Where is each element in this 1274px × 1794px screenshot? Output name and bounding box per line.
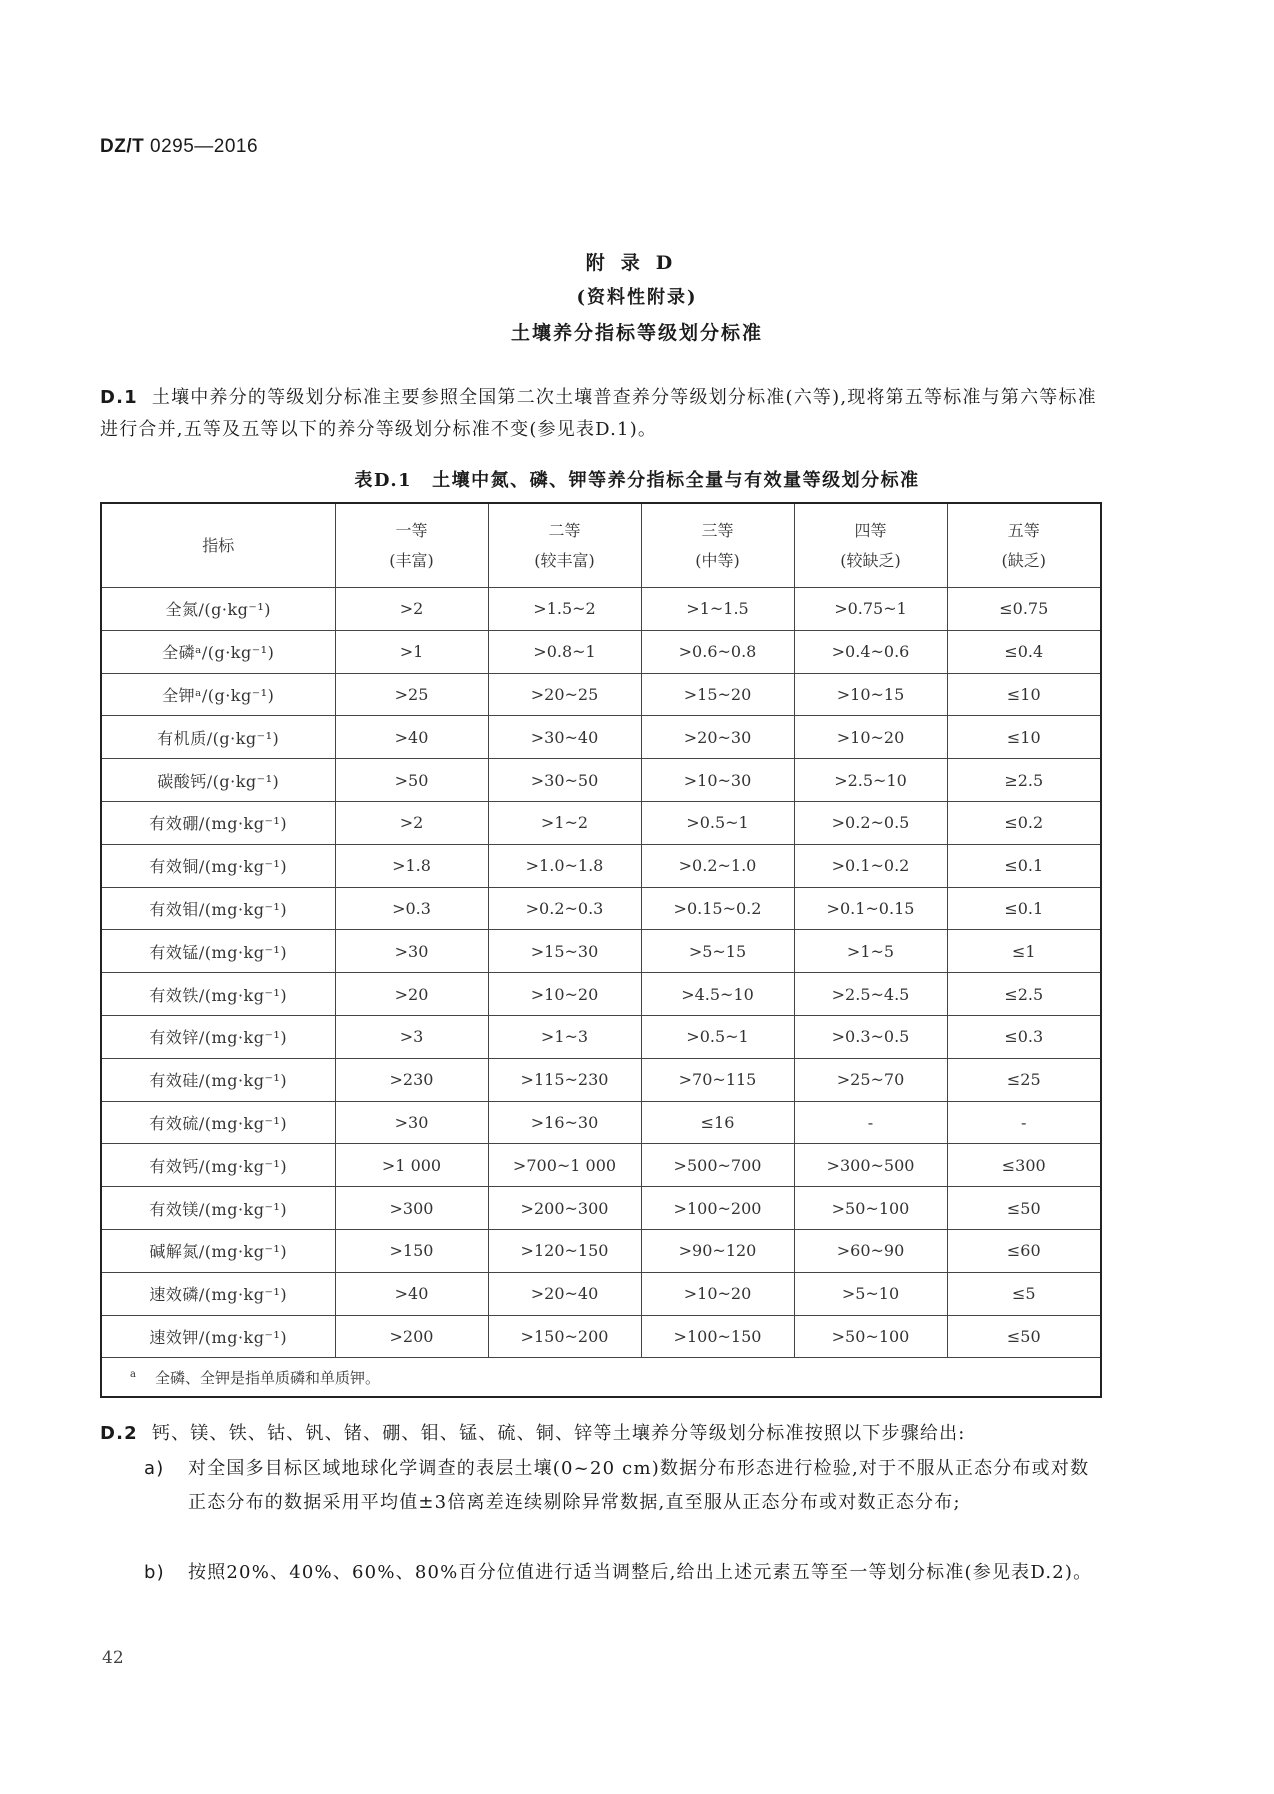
grade-value-cell: >1~5 — [794, 930, 947, 973]
row-index-cell: 碱解氮/(mg·kg⁻¹) — [101, 1229, 335, 1272]
grade-value-cell: >0.1~0.15 — [794, 887, 947, 930]
section-d2 — [100, 1418, 1100, 1450]
grade-value-cell: ≤0.2 — [947, 801, 1101, 844]
grade-value-cell: ≤0.75 — [947, 588, 1101, 631]
list-item-text: 对全国多目标区域地球化学调查的表层土壤(0~20 cm)数据分布形态进行检验,对于不服从正态分布或对数正态分布的数据采用平均值±3倍离差连续剔除异常数据,直至服从正态分布或对数正态分布; — [188, 1458, 1090, 1513]
table-caption-number: 表D.1 — [354, 470, 413, 491]
grade-value-cell: >16~30 — [488, 1101, 641, 1144]
page-number: 42 — [102, 1648, 124, 1668]
grade-value-cell: ≤0.4 — [947, 630, 1101, 673]
row-index-cell: 碳酸钙/(g·kg⁻¹) — [101, 759, 335, 802]
grade-value-cell: >0.3~0.5 — [794, 1015, 947, 1058]
grade-value-cell: >200 — [335, 1315, 488, 1358]
grade-value-cell: >1.8 — [335, 844, 488, 887]
list-item-mark: a) — [144, 1458, 165, 1479]
table-row — [101, 1015, 1101, 1058]
table-row — [101, 1101, 1101, 1144]
row-index-cell: 有效铜/(mg·kg⁻¹) — [101, 844, 335, 887]
grade-value-cell: >3 — [335, 1015, 488, 1058]
header-grade: 四等 (较缺乏) — [794, 503, 947, 588]
footnote-text: 全磷、全钾是指单质磷和单质钾。 — [155, 1368, 381, 1387]
grade-value-cell: >0.2~1.0 — [641, 844, 794, 887]
grade-value-cell: >0.15~0.2 — [641, 887, 794, 930]
grade-value-cell: >150 — [335, 1229, 488, 1272]
grade-value-cell: >30 — [335, 930, 488, 973]
grade-value-cell: >2 — [335, 801, 488, 844]
grade-value-cell: ≤2.5 — [947, 973, 1101, 1016]
grade-value-cell: ≥2.5 — [947, 759, 1101, 802]
row-index-cell: 有效钼/(mg·kg⁻¹) — [101, 887, 335, 930]
table-footnote-row — [101, 1358, 1101, 1398]
grade-value-cell: >115~230 — [488, 1058, 641, 1101]
list-item-mark: b) — [144, 1562, 165, 1583]
table-row — [101, 1058, 1101, 1101]
grade-value-cell: >120~150 — [488, 1229, 641, 1272]
grade-value-cell: >4.5~10 — [641, 973, 794, 1016]
grade-value-cell: >2.5~4.5 — [794, 973, 947, 1016]
list-item — [144, 1452, 1104, 1520]
grade-value-cell: >150~200 — [488, 1315, 641, 1358]
nutrient-grade-table — [100, 502, 1102, 1398]
table-footnote — [101, 1358, 1101, 1398]
grade-value-cell: ≤16 — [641, 1101, 794, 1144]
row-index-cell: 全钾ᵃ/(g·kg⁻¹) — [101, 673, 335, 716]
header-grade: 一等 (丰富) — [335, 503, 488, 588]
table-caption-title: 土壤中氮、磷、钾等养分指标全量与有效量等级划分标准 — [432, 470, 920, 491]
grade-value-cell: >0.5~1 — [641, 801, 794, 844]
table-row — [101, 1229, 1101, 1272]
grade-value-cell: ≤25 — [947, 1058, 1101, 1101]
grade-value-cell: >100~200 — [641, 1187, 794, 1230]
annex-type: (资料性附录) — [576, 287, 698, 308]
grade-value-cell: >0.8~1 — [488, 630, 641, 673]
grade-value-cell: >300~500 — [794, 1144, 947, 1187]
grade-value-cell: >0.5~1 — [641, 1015, 794, 1058]
standard-code — [100, 136, 258, 158]
grade-value-cell: >230 — [335, 1058, 488, 1101]
row-index-cell: 有效硅/(mg·kg⁻¹) — [101, 1058, 335, 1101]
row-index-cell: 有效硼/(mg·kg⁻¹) — [101, 801, 335, 844]
grade-value-cell: >30 — [335, 1101, 488, 1144]
grade-value-cell: >20~30 — [641, 716, 794, 759]
grade-value-cell: >10~20 — [794, 716, 947, 759]
grade-value-cell: >30~50 — [488, 759, 641, 802]
annex-heading: 土壤养分指标等级划分标准 — [510, 322, 763, 344]
grade-value-cell: >50~100 — [794, 1187, 947, 1230]
grade-value-cell: >10~30 — [641, 759, 794, 802]
grade-value-cell: >1.0~1.8 — [488, 844, 641, 887]
grade-value-cell: >0.75~1 — [794, 588, 947, 631]
table-caption — [0, 466, 1274, 492]
table-row — [101, 588, 1101, 631]
header-grade: 五等 (缺乏) — [947, 503, 1101, 588]
grade-value-cell: >1 — [335, 630, 488, 673]
grade-value-cell: ≤60 — [947, 1229, 1101, 1272]
table-row — [101, 1272, 1101, 1315]
grade-value-cell: >50~100 — [794, 1315, 947, 1358]
table-row — [101, 1315, 1101, 1358]
grade-value-cell: >1.5~2 — [488, 588, 641, 631]
footnote-mark: a — [130, 1368, 136, 1380]
standard-code-number: 0295—2016 — [150, 136, 259, 157]
standard-code-prefix: DZ/T — [100, 136, 145, 157]
grade-value-cell: >20~40 — [488, 1272, 641, 1315]
header-grade: 二等 (较丰富) — [488, 503, 641, 588]
header-grade: 三等 (中等) — [641, 503, 794, 588]
row-index-cell: 有机质/(g·kg⁻¹) — [101, 716, 335, 759]
section-d1-number: D.1 — [100, 387, 138, 408]
row-index-cell: 全氮/(g·kg⁻¹) — [101, 588, 335, 631]
list-item — [144, 1556, 1104, 1590]
section-d2-text: 钙、镁、铁、钴、钒、锗、硼、钼、锰、硫、铜、锌等土壤养分等级划分标准按照以下步骤给出: — [151, 1423, 966, 1444]
grade-value-cell: >90~120 — [641, 1229, 794, 1272]
grade-value-cell: >40 — [335, 1272, 488, 1315]
grade-value-cell: >0.4~0.6 — [794, 630, 947, 673]
row-index-cell: 速效磷/(mg·kg⁻¹) — [101, 1272, 335, 1315]
table-row — [101, 973, 1101, 1016]
header-index: 指标 — [101, 503, 335, 588]
row-index-cell: 有效锰/(mg·kg⁻¹) — [101, 930, 335, 973]
grade-value-cell: >15~30 — [488, 930, 641, 973]
row-index-cell: 速效钾/(mg·kg⁻¹) — [101, 1315, 335, 1358]
table-header-row — [101, 503, 1101, 588]
grade-value-cell: >1 000 — [335, 1144, 488, 1187]
grade-value-cell: >0.2~0.3 — [488, 887, 641, 930]
table-row — [101, 801, 1101, 844]
grade-value-cell: ≤50 — [947, 1315, 1101, 1358]
grade-value-cell: >15~20 — [641, 673, 794, 716]
grade-value-cell: >25~70 — [794, 1058, 947, 1101]
grade-value-cell: >10~20 — [641, 1272, 794, 1315]
table-row — [101, 716, 1101, 759]
grade-value-cell: >300 — [335, 1187, 488, 1230]
table-row — [101, 1187, 1101, 1230]
grade-value-cell: >70~115 — [641, 1058, 794, 1101]
grade-value-cell: >10~20 — [488, 973, 641, 1016]
grade-value-cell: >5~10 — [794, 1272, 947, 1315]
grade-value-cell: ≤5 — [947, 1272, 1101, 1315]
grade-value-cell: >2 — [335, 588, 488, 631]
grade-value-cell: >500~700 — [641, 1144, 794, 1187]
table-row — [101, 630, 1101, 673]
section-d2-number: D.2 — [100, 1423, 138, 1444]
annex-title: 附录D — [585, 252, 689, 274]
grade-value-cell: ≤1 — [947, 930, 1101, 973]
grade-value-cell: >20~25 — [488, 673, 641, 716]
grade-value-cell: ≤10 — [947, 673, 1101, 716]
row-index-cell: 有效锌/(mg·kg⁻¹) — [101, 1015, 335, 1058]
grade-value-cell: >1~2 — [488, 801, 641, 844]
grade-value-cell: >0.1~0.2 — [794, 844, 947, 887]
row-index-cell: 有效铁/(mg·kg⁻¹) — [101, 973, 335, 1016]
grade-value-cell: >60~90 — [794, 1229, 947, 1272]
grade-value-cell: >20 — [335, 973, 488, 1016]
table-row — [101, 673, 1101, 716]
grade-value-cell: ≤0.1 — [947, 844, 1101, 887]
grade-value-cell: >0.6~0.8 — [641, 630, 794, 673]
table-row — [101, 759, 1101, 802]
grade-value-cell: >0.3 — [335, 887, 488, 930]
grade-value-cell: >1~1.5 — [641, 588, 794, 631]
row-index-cell: 全磷ᵃ/(g·kg⁻¹) — [101, 630, 335, 673]
section-d1 — [100, 382, 1100, 446]
grade-value-cell: ≤0.3 — [947, 1015, 1101, 1058]
row-index-cell: 有效镁/(mg·kg⁻¹) — [101, 1187, 335, 1230]
grade-value-cell: >25 — [335, 673, 488, 716]
grade-value-cell: ≤0.1 — [947, 887, 1101, 930]
grade-value-cell: >40 — [335, 716, 488, 759]
table-row — [101, 1144, 1101, 1187]
grade-value-cell: >0.2~0.5 — [794, 801, 947, 844]
grade-value-cell: >5~15 — [641, 930, 794, 973]
section-d1-text: 土壤中养分的等级划分标准主要参照全国第二次土壤普查养分等级划分标准(六等),现将第五等标准与第六等标准进行合并,五等及五等以下的养分等级划分标准不变(参见表D.1)。 — [100, 387, 1097, 440]
grade-value-cell: >100~150 — [641, 1315, 794, 1358]
row-index-cell: 有效钙/(mg·kg⁻¹) — [101, 1144, 335, 1187]
list-item-text: 按照20%、40%、60%、80%百分位值进行适当调整后,给出上述元素五等至一等划分标准(参见表D.2)。 — [188, 1562, 1093, 1583]
grade-value-cell: >1~3 — [488, 1015, 641, 1058]
table-row — [101, 844, 1101, 887]
grade-value-cell: >200~300 — [488, 1187, 641, 1230]
table-row — [101, 930, 1101, 973]
row-index-cell: 有效硫/(mg·kg⁻¹) — [101, 1101, 335, 1144]
table-body — [101, 588, 1101, 1358]
grade-value-cell: >2.5~10 — [794, 759, 947, 802]
grade-value-cell: ≤300 — [947, 1144, 1101, 1187]
grade-value-cell: >10~15 — [794, 673, 947, 716]
grade-value-cell: ≤50 — [947, 1187, 1101, 1230]
grade-value-cell: >700~1 000 — [488, 1144, 641, 1187]
grade-value-cell: - — [947, 1101, 1101, 1144]
table-row — [101, 887, 1101, 930]
grade-value-cell: - — [794, 1101, 947, 1144]
grade-value-cell: ≤10 — [947, 716, 1101, 759]
grade-value-cell: >50 — [335, 759, 488, 802]
grade-value-cell: >30~40 — [488, 716, 641, 759]
